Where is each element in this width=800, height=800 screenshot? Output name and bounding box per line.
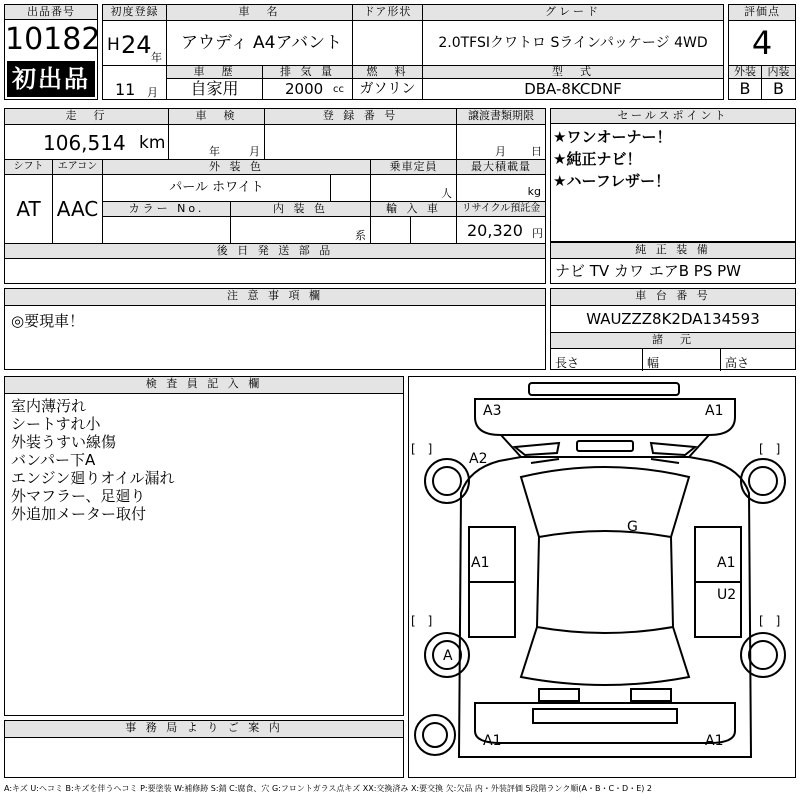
later-parts-value bbox=[5, 259, 545, 283]
left-headlight bbox=[515, 443, 559, 455]
reg-label: 初度登録 bbox=[103, 5, 167, 21]
length-label: 長さ bbox=[551, 349, 643, 371]
equipment-box bbox=[550, 242, 796, 284]
chassis-box bbox=[550, 288, 796, 370]
wheel-front-right bbox=[741, 459, 785, 503]
damage-legend: A:キズ U:ヘコミ B:キズを伴うヘコミ P:要塗装 W:補修跡 S:錆 C:腐食、穴 G:フロントガラス点キズ XX:交換済み X:要交換 欠:欠品 内・外装評価 5段階ランク順(A・B・C・D・E) 2 bbox=[4, 784, 653, 793]
recycle-unit: 円 bbox=[532, 227, 543, 240]
rear-plate-area bbox=[533, 709, 677, 723]
reg-year-cell bbox=[103, 21, 167, 65]
bracket-fr: [ ] bbox=[759, 442, 781, 456]
transfer-cell bbox=[457, 125, 545, 159]
plate-label: 登 録 番 号 bbox=[265, 109, 457, 125]
mileage-value: 106,514 bbox=[43, 131, 126, 155]
inspection-year-unit: 年 bbox=[209, 145, 220, 158]
interior-unit: 系 bbox=[355, 229, 366, 242]
door-value bbox=[353, 21, 423, 65]
mark-a2: A2 bbox=[469, 451, 488, 467]
inspector-note: バンパー下A bbox=[11, 451, 96, 469]
sales-points-label: セールスポイント bbox=[551, 109, 795, 124]
spec-label: 諸 元 bbox=[551, 333, 795, 349]
bracket-rl: [ ] bbox=[411, 614, 433, 628]
mark-a3: A3 bbox=[483, 403, 502, 419]
inspector-note: 外追加メーター取付 bbox=[11, 505, 147, 523]
score-label: 評価点 bbox=[729, 5, 795, 21]
load-cell bbox=[457, 175, 545, 201]
lot-number: 10182 bbox=[5, 22, 101, 57]
capacity-label: 乗車定員 bbox=[371, 159, 457, 175]
month: 11 bbox=[115, 80, 136, 99]
import-value-a bbox=[371, 217, 411, 243]
fuel-label: 燃 料 bbox=[353, 65, 423, 79]
history-value: 自家用 bbox=[167, 79, 263, 99]
mileage-cell bbox=[5, 125, 169, 159]
equipment-label: 純 正 装 備 bbox=[551, 242, 795, 259]
ext-value: B bbox=[729, 79, 762, 99]
month-unit: 月 bbox=[147, 86, 158, 99]
transfer-label: 譲渡書類期限 bbox=[457, 109, 545, 125]
grade-value: 2.0TFSIクワトロ Sラインパッケージ 4WD bbox=[438, 35, 708, 51]
aircon-label: エアコン bbox=[53, 159, 103, 175]
wheel-rear-right bbox=[741, 633, 785, 677]
inspector-note: 外装うすい線傷 bbox=[11, 433, 117, 451]
inspector-notes bbox=[5, 394, 403, 526]
car-diagram bbox=[409, 377, 795, 777]
model-label: 型 式 bbox=[423, 65, 723, 79]
mark-a1-right: A1 bbox=[717, 555, 736, 571]
lot-box bbox=[4, 4, 101, 100]
displacement-cell bbox=[263, 79, 353, 99]
plate-value bbox=[265, 125, 457, 159]
interior-color-label: 内 装 色 bbox=[231, 201, 371, 217]
import-label: 輸 入 車 bbox=[371, 201, 457, 217]
windshield bbox=[521, 467, 689, 537]
spare-wheel bbox=[415, 715, 455, 755]
color-no-value bbox=[103, 217, 231, 243]
front-grille bbox=[577, 441, 633, 451]
car-diagram-box bbox=[408, 376, 796, 778]
mark-a1-br: A1 bbox=[705, 733, 724, 749]
cautions-box bbox=[4, 288, 546, 370]
year: 24 bbox=[121, 31, 152, 59]
recycle-cell bbox=[457, 217, 545, 243]
exterior-color-extra bbox=[331, 175, 371, 201]
inspector-note: エンジン廻りオイル漏れ bbox=[11, 469, 175, 487]
mileage-unit: km bbox=[139, 133, 166, 153]
transfer-day-unit: 日 bbox=[531, 145, 542, 158]
door-label: ドア形状 bbox=[353, 5, 423, 21]
shift-value: AT bbox=[5, 175, 53, 243]
import-value-b bbox=[411, 217, 457, 243]
inspection-label: 車 検 bbox=[169, 109, 265, 125]
chassis-value: WAUZZZ8K2DA134593 bbox=[551, 306, 795, 333]
inspection-month-unit: 月 bbox=[249, 145, 260, 158]
inspection-cell bbox=[169, 125, 265, 159]
grade-label: グレード bbox=[423, 5, 723, 21]
mark-a-wheel: A bbox=[443, 648, 453, 664]
height-label: 高さ bbox=[725, 356, 750, 370]
recycle-label: リサイクル預託金 bbox=[457, 201, 545, 217]
main-header-box bbox=[102, 4, 724, 100]
era: H bbox=[107, 35, 120, 55]
shift-label: シフト bbox=[5, 159, 53, 175]
displacement-unit: cc bbox=[333, 84, 344, 95]
history-label: 車 歴 bbox=[167, 65, 263, 79]
displacement-value: 2000 bbox=[285, 80, 324, 98]
lot-label: 出品番号 bbox=[5, 5, 97, 20]
wheel-front-left bbox=[425, 459, 469, 503]
mark-g: G bbox=[627, 519, 638, 535]
year-unit: 年 bbox=[151, 51, 162, 64]
front-grille-top bbox=[529, 383, 679, 395]
score-value: 4 bbox=[751, 24, 773, 62]
transfer-month-unit: 月 bbox=[495, 145, 506, 158]
left-taillight bbox=[539, 689, 579, 701]
capacity-unit: 人 bbox=[441, 187, 452, 200]
chassis-label: 車 台 番 号 bbox=[551, 289, 795, 306]
mark-u2: U2 bbox=[717, 587, 737, 603]
interior-cell bbox=[231, 217, 371, 243]
mark-a1-left: A1 bbox=[471, 555, 490, 571]
score-box bbox=[728, 4, 796, 100]
width-label: 幅 bbox=[643, 349, 721, 371]
month-cell bbox=[103, 65, 167, 99]
sales-point-item: ★ワンオーナー！ bbox=[553, 128, 672, 146]
sales-point-item: ★純正ナビ！ bbox=[553, 150, 642, 168]
first-listing-badge: 初出品 bbox=[7, 61, 95, 97]
recycle-value: 20,320 bbox=[467, 221, 523, 240]
bracket-fl: [ ] bbox=[411, 442, 433, 456]
sales-points-list bbox=[551, 124, 795, 194]
mark-a1-bl: A1 bbox=[483, 733, 502, 749]
color-no-label: カラー No. bbox=[103, 201, 231, 217]
roof bbox=[537, 537, 673, 633]
fuel-value: ガソリン bbox=[353, 79, 423, 99]
car-name: アウディ A4アバント bbox=[167, 21, 353, 65]
bracket-rr: [ ] bbox=[759, 614, 781, 628]
cautions-label: 注 意 事 項 欄 bbox=[5, 289, 545, 306]
details-box bbox=[4, 108, 546, 284]
right-taillight bbox=[631, 689, 671, 701]
load-unit: kg bbox=[527, 185, 541, 198]
inspector-note: 外マフラー、足廻り bbox=[11, 487, 146, 505]
ext-label: 外装 bbox=[729, 65, 762, 79]
inspector-label: 検 査 員 記 入 欄 bbox=[5, 377, 403, 394]
inspector-note: 室内薄汚れ bbox=[11, 397, 87, 415]
inspector-box bbox=[4, 376, 404, 716]
mark-a1-top: A1 bbox=[705, 403, 724, 419]
mileage-label: 走 行 bbox=[5, 109, 169, 125]
later-parts-label: 後 日 発 送 部 品 bbox=[5, 243, 545, 259]
equipment-value: ナビ TV カワ エアB PS PW bbox=[555, 262, 741, 280]
sales-points-box bbox=[550, 108, 796, 242]
load-label: 最大積載量 bbox=[457, 159, 545, 175]
office-box bbox=[4, 720, 404, 778]
aircon-value: AAC bbox=[53, 175, 103, 243]
displacement-label: 排 気 量 bbox=[263, 65, 353, 79]
int-value: B bbox=[773, 79, 784, 98]
capacity-cell bbox=[371, 175, 457, 201]
inspector-note: シートすれ小 bbox=[11, 415, 101, 433]
rear-window bbox=[521, 627, 689, 685]
car-name-label: 車 名 bbox=[167, 5, 353, 21]
int-label: 内装 bbox=[762, 65, 795, 79]
body-outline bbox=[459, 457, 751, 757]
exterior-color-label: 外 装 色 bbox=[103, 159, 371, 175]
front-bumper-outline bbox=[475, 399, 735, 435]
right-headlight bbox=[651, 443, 695, 455]
sales-point-item: ★ハーフレザー！ bbox=[553, 172, 671, 190]
exterior-color-value: パール ホワイト bbox=[103, 175, 331, 201]
office-label: 事 務 局 よ り ご 案 内 bbox=[5, 721, 403, 738]
model-value: DBA-8KCDNF bbox=[524, 80, 622, 98]
cautions-value: ◎要現車！ bbox=[11, 312, 85, 330]
